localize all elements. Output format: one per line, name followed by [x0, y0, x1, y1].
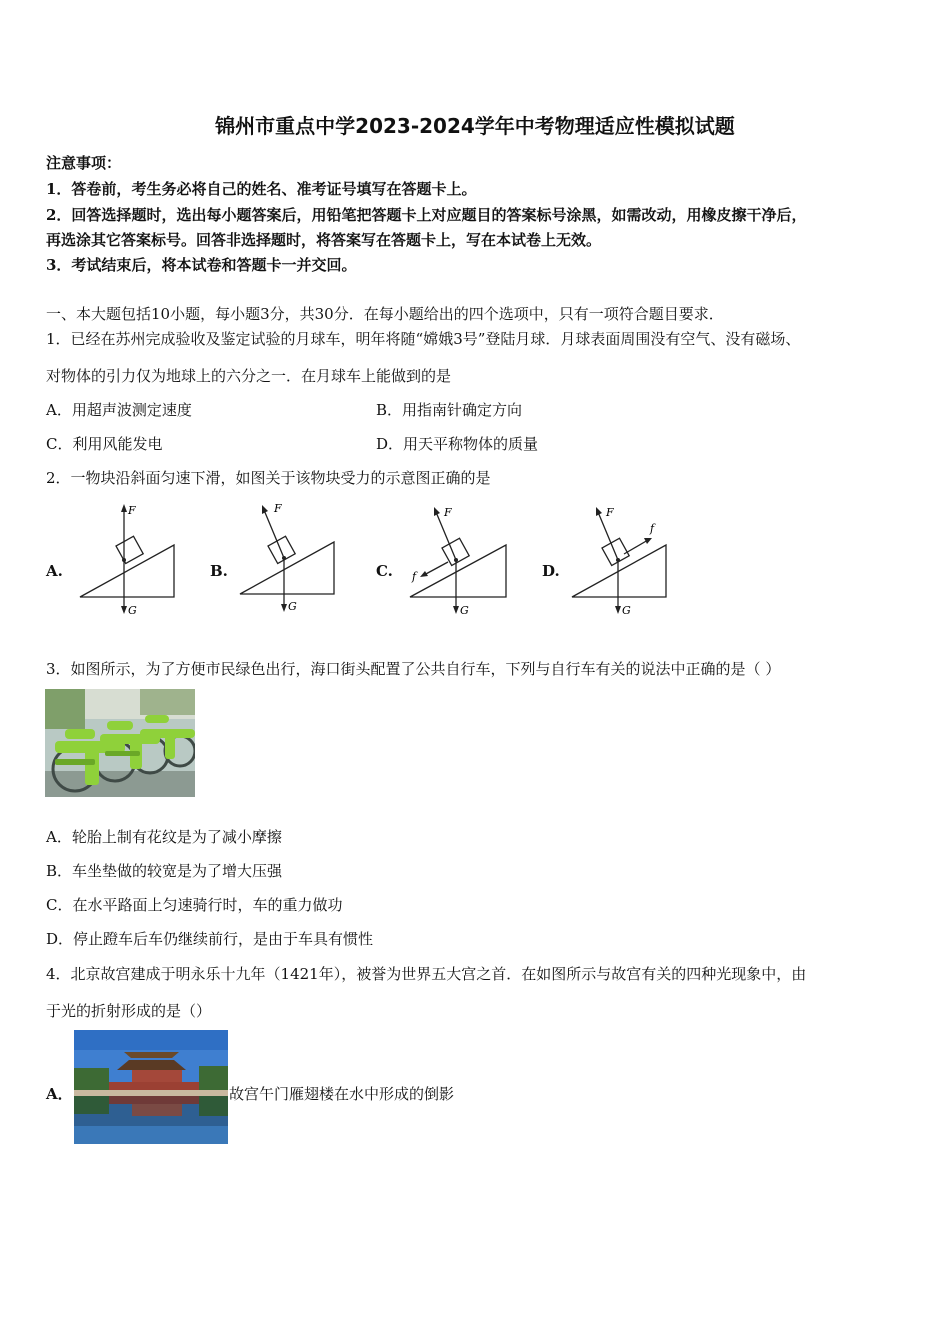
q2-d-force-f-label: F	[606, 506, 614, 519]
q1-stem-line1: 1．已经在苏州完成验收及鉴定试验的月球车，明年将随“嫦娥3号”登陆月球．月球表面周围没有空气、没有磁场、	[46, 330, 801, 348]
notice-item-1: 1．答卷前，考生务必将自己的姓名、准考证号填写在答题卡上。	[46, 180, 477, 198]
q2-c-force-f-label: F	[444, 506, 452, 519]
q2-label-c: C.	[376, 562, 393, 580]
notice-item-2: 2．回答选择题时，选出每小题答案后，用铅笔把答题卡上对应题目的答案标号涂黑，如需改动，用橡皮擦干净后，	[46, 206, 807, 224]
q2-a-force-f-label: F	[128, 504, 136, 517]
q1-option-b: B．用指南针确定方向	[376, 401, 523, 419]
q3-option-d: D．停止蹬车后车仍继续前行，是由于车具有惯性	[46, 930, 374, 948]
q4-option-a-text: 故宫午门雁翅楼在水中形成的倒影	[229, 1085, 455, 1103]
q3-option-c: C．在水平路面上匀速骑行时，车的重力做功	[46, 896, 343, 914]
q2-a-force-g-label: G	[128, 604, 137, 617]
q2-diagram-d	[568, 500, 678, 620]
q2-b-force-f-label: F	[274, 502, 282, 515]
page-title: 锦州市重点中学2023-2024学年中考物理适应性模拟试题	[215, 114, 735, 138]
q2-b-force-g-label: G	[288, 600, 297, 613]
q2-label-a: A.	[46, 562, 63, 580]
q2-diagram-c	[406, 500, 516, 620]
q1-option-d: D．用天平称物体的质量	[376, 435, 539, 453]
q1-stem-line2: 对物体的引力仅为地球上的六分之一．在月球车上能做到的是	[46, 367, 452, 385]
q2-label-b: B.	[210, 562, 228, 580]
q3-bicycle-photo	[45, 689, 195, 797]
q3-option-b: B．车坐垫做的较宽是为了增大压强	[46, 862, 283, 880]
notice-item-2-cont: 再选涂其它答案标号。回答非选择题时，将答案写在答题卡上，写在本试卷上无效。	[46, 231, 602, 249]
q3-stem: 3．如图所示，为了方便市民绿色出行，海口街头配置了公共自行车，下列与自行车有关的说法中正确的是（ ）	[46, 660, 781, 678]
q4-stem-line1: 4．北京故宫建成于明永乐十九年（1421年），被誉为世界五大宫之首．在如图所示与故宫有关的四种光现象中，由	[46, 965, 807, 983]
q2-label-d: D.	[542, 562, 560, 580]
q1-option-a: A．用超声波测定速度	[46, 401, 192, 419]
q2-d-force-g-label: G	[622, 604, 631, 617]
q4-option-a-label: A．	[46, 1085, 73, 1103]
q4-palace-photo	[74, 1030, 228, 1144]
notice-item-3: 3．考试结束后，将本试卷和答题卡一并交回。	[46, 256, 357, 274]
section-heading: 一、本大题包括10小题，每小题3分，共30分．在每小题给出的四个选项中，只有一项符合题目要求．	[46, 305, 724, 323]
notice-heading: 注意事项：	[46, 154, 122, 172]
q2-c-force-g-label: G	[460, 604, 469, 617]
q2-stem: 2．一物块沿斜面匀速下滑，如图关于该物块受力的示意图正确的是	[46, 469, 491, 487]
palace-reflection-image	[74, 1030, 228, 1144]
q3-option-a: A．轮胎上制有花纹是为了减小摩擦	[46, 828, 282, 846]
q2-diagram-a	[76, 500, 186, 620]
q2-d-friction-label: f	[650, 522, 655, 535]
bicycles-image	[45, 689, 195, 797]
q2-diagram-b	[236, 500, 346, 620]
q2-c-friction-label: f	[412, 570, 417, 583]
q4-stem-line2: 于光的折射形成的是（）	[46, 1002, 212, 1020]
q1-option-c: C．利用风能发电	[46, 435, 163, 453]
